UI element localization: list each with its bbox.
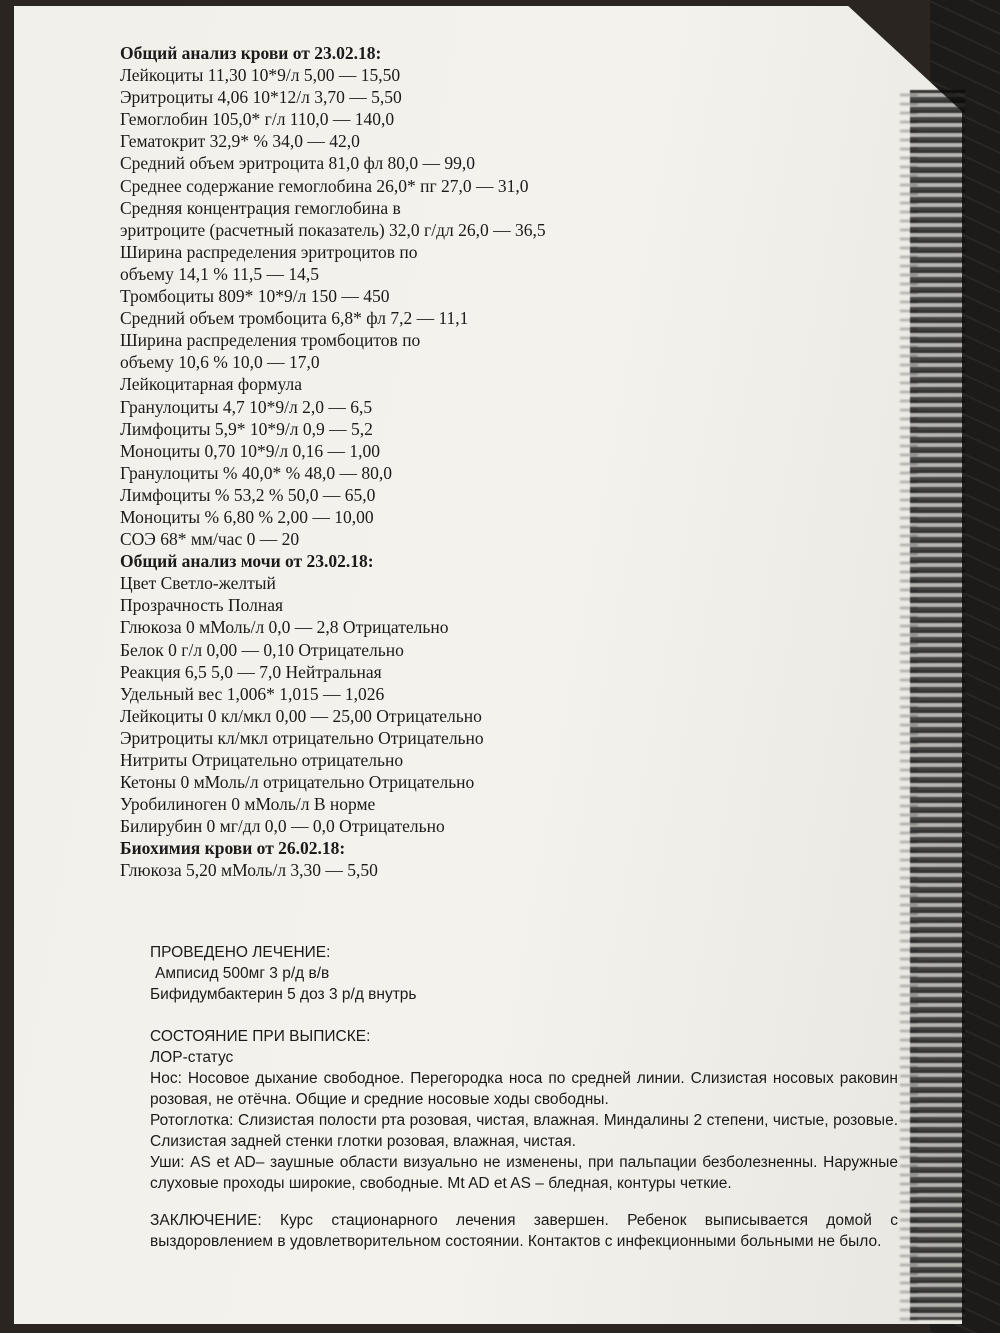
urine-result-line: Эритроциты кл/мкл отрицательно Отрицательно: [120, 727, 484, 748]
blood-result-line: Среднее содержание гемоглобина 26,0* пг 27,0 — 31,0: [120, 175, 529, 196]
lab-results: [120, 42, 900, 882]
ent-status-subheading: ЛОР-статус: [150, 1049, 234, 1066]
biochemistry-result-line: Глюкоза 5,20 мМоль/л 3,30 — 5,50: [120, 860, 378, 881]
blood-result-line: эритроците (расчетный показатель) 32,0 г/дл 26,0 — 36,5: [120, 219, 546, 240]
blood-result-line: Гемоглобин 105,0* г/л 110,0 — 140,0: [120, 109, 395, 130]
blood-result-line: объему 14,1 % 11,5 — 14,5: [120, 263, 320, 284]
blood-result-line: Лимфоциты 5,9* 10*9/л 0,9 — 5,2: [120, 418, 373, 439]
blood-result-line: Тромбоциты 809* 10*9/л 150 — 450: [120, 286, 390, 307]
urine-result-line: Кетоны 0 мМоль/л отрицательно Отрицательно: [120, 772, 475, 793]
throat-paragraph: Ротоглотка: Слизистая полости рта розовая, чистая, влажная. Миндалины 2 степени, чистые, розовые. Слизистая задней стенки глотки розовая, влажная, чистая.: [150, 1112, 898, 1150]
conclusion-paragraph: ЗАКЛЮЧЕНИЕ: Курс стационарного лечения завершен. Ребенок выписывается домой с выздоровлением в удовлетворительном состоянии. Контактов с инфекционными больными не было.: [150, 1212, 898, 1250]
blood-result-line: Моноциты % 6,80 % 2,00 — 10,00: [120, 506, 374, 527]
urine-result-line: Уробилиноген 0 мМоль/л В норме: [120, 794, 376, 815]
blood-result-line: Средняя концентрация гемоглобина в: [120, 197, 401, 218]
urine-analysis-title: Общий анализ мочи от 23.02.18:: [120, 551, 374, 572]
urine-result-line: Реакция 6,5 5,0 — 7,0 Нейтральная: [120, 661, 382, 682]
blood-result-line: Ширина распределения эритроцитов по: [120, 241, 418, 262]
blood-result-line: Лимфоциты % 53,2 % 50,0 — 65,0: [120, 484, 376, 505]
urine-result-line: Глюкоза 0 мМоль/л 0,0 — 2,8 Отрицательно: [120, 617, 449, 638]
blood-result-line: Лейкоцитарная формула: [120, 374, 303, 395]
ears-paragraph: Уши: AS et AD– заушные области визуально не изменены, при пальпации безболезненны. Наружные слуховые проходы широкие, свободные. Mt AD et AS – бледная, контуры четкие.: [150, 1154, 898, 1192]
blood-result-line: Гранулоциты % 40,0* % 48,0 — 80,0: [120, 462, 393, 483]
blood-analysis-title: Общий анализ крови от 23.02.18:: [120, 43, 382, 63]
treatment-section: [150, 942, 898, 1005]
urine-result-line: Билирубин 0 мг/дл 0,0 — 0,0 Отрицательно: [120, 816, 445, 837]
blood-result-line: Гематокрит 32,9* % 34,0 — 42,0: [120, 131, 360, 152]
blood-result-line: Моноциты 0,70 10*9/л 0,16 — 1,00: [120, 440, 380, 461]
discharge-section: [150, 1026, 898, 1194]
blood-result-line: Лейкоциты 11,30 10*9/л 5,00 — 15,50: [120, 65, 401, 86]
blood-result-line: Ширина распределения тромбоцитов по: [120, 330, 421, 351]
urine-result-line: Удельный вес 1,006* 1,015 — 1,026: [120, 683, 385, 704]
blood-result-line: Гранулоциты 4,7 10*9/л 2,0 — 6,5: [120, 396, 373, 417]
urine-result-line: Лейкоциты 0 кл/мкл 0,00 — 25,00 Отрицательно: [120, 705, 482, 726]
treatment-heading: ПРОВЕДЕНО ЛЕЧЕНИЕ:: [150, 944, 331, 961]
biochemistry-list: [120, 859, 900, 881]
blood-result-line: СОЭ 68* мм/час 0 — 20: [120, 529, 300, 550]
urine-result-line: Прозрачность Полная: [120, 595, 284, 616]
urine-result-line: Нитриты Отрицательно отрицательно: [120, 750, 404, 770]
conclusion-section: [150, 1210, 898, 1252]
biochemistry-title: Биохимия крови от 26.02.18:: [120, 838, 346, 859]
scan-edge-artifact: [910, 90, 965, 1320]
nose-paragraph: Нос: Носовое дыхание свободное. Перегородка носа по средней линии. Слизистая носовых раковин розовая, не отёчна. Общие и средние носовые ходы свободны.: [150, 1070, 898, 1108]
urine-result-line: Цвет Светло-желтый: [120, 573, 276, 594]
blood-result-line: Средний объем эритроцита 81,0 фл 80,0 — 99,0: [120, 153, 476, 174]
urine-result-line: Белок 0 г/л 0,00 — 0,10 Отрицательно: [120, 639, 404, 660]
blood-analysis-list: [120, 64, 900, 550]
treatment-item: Бифидумбактерин 5 доз 3 р/д внутрь: [150, 986, 417, 1003]
urine-analysis-list: [120, 572, 900, 837]
blood-result-line: Средний объем тромбоцита 6,8* фл 7,2 — 11,1: [120, 308, 469, 329]
blood-result-line: объему 10,6 % 10,0 — 17,0: [120, 352, 320, 373]
discharge-heading: СОСТОЯНИЕ ПРИ ВЫПИСКЕ:: [150, 1028, 371, 1045]
blood-result-line: Эритроциты 4,06 10*12/л 3,70 — 5,50: [120, 87, 402, 108]
treatment-item: Амписид 500мг 3 р/д в/в: [155, 965, 330, 982]
